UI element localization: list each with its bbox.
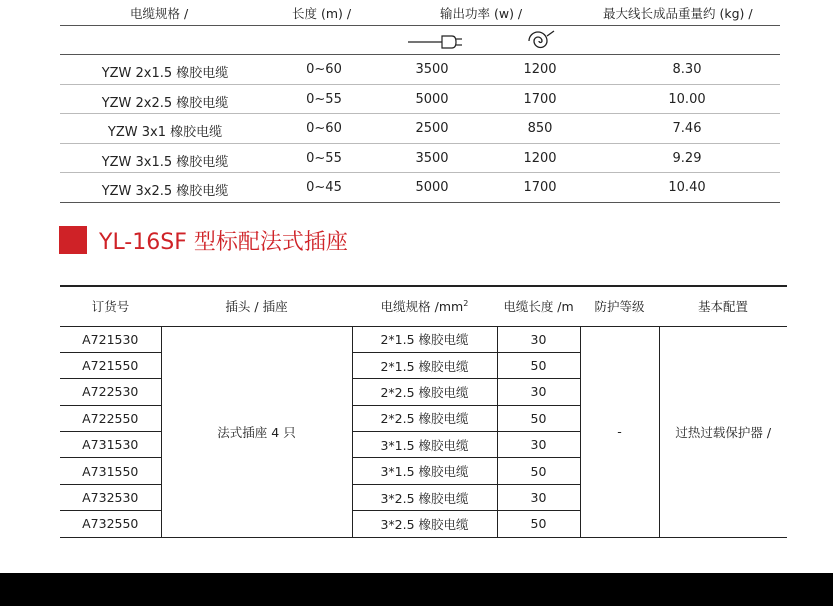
cell-cable-spec: 2*2.5 橡胶电缆 — [352, 379, 497, 405]
footer-bar — [0, 573, 833, 606]
cell-order-no: A731550 — [60, 458, 161, 484]
cell-order-no: A732530 — [60, 484, 161, 510]
table-row — [60, 326, 787, 352]
order-table-header — [60, 286, 787, 326]
header-cable-spec-label: 电缆规格 /mm — [380, 299, 464, 315]
plug-icon — [406, 32, 466, 50]
cell-config: 过热过载保护器 / — [659, 326, 787, 537]
table-row — [60, 144, 780, 174]
cell-weight: 8.30 — [672, 62, 702, 77]
cell-order-no: A722550 — [60, 405, 161, 431]
section-title — [59, 225, 348, 255]
cell-cable-spec: YZW 2x2.5 橡胶电缆 — [101, 95, 229, 111]
header-cable-spec-sup: 2 — [463, 299, 469, 309]
cell-cable-spec: 3*1.5 橡胶电缆 — [352, 458, 497, 484]
table-row — [60, 55, 780, 85]
header-config: 基本配置 — [659, 286, 787, 326]
cell-cable-length: 50 — [497, 458, 580, 484]
cell-cable-spec: 2*1.5 橡胶电缆 — [352, 352, 497, 378]
table-row — [60, 114, 780, 144]
cell-power-coil: 850 — [527, 121, 553, 136]
cell-cable-spec: 2*2.5 橡胶电缆 — [352, 405, 497, 431]
cell-length: 0~60 — [306, 62, 342, 77]
spec-table-icon-row — [60, 26, 780, 55]
cell-cable-spec: YZW 2x1.5 橡胶电缆 — [101, 66, 229, 81]
cell-weight: 10.40 — [668, 180, 706, 195]
cell-power-plug: 3500 — [415, 62, 449, 77]
cell-plug-socket: 法式插座 4 只 — [161, 326, 352, 537]
header-protection: 防护等级 — [580, 286, 659, 326]
header-cable-length: 电缆长度 /m — [497, 286, 580, 326]
table-row — [60, 85, 780, 115]
cell-weight: 9.29 — [672, 150, 702, 166]
header-order-no: 订货号 — [60, 286, 161, 326]
header-cable-spec — [352, 286, 497, 326]
spec-table — [60, 0, 780, 203]
cell-weight: 7.46 — [672, 121, 702, 136]
cell-order-no: A732550 — [60, 511, 161, 537]
cell-length: 0~60 — [306, 121, 342, 136]
cell-cable-length: 50 — [497, 352, 580, 378]
spec-table-header — [60, 0, 780, 26]
cell-power-plug: 2500 — [415, 121, 449, 136]
header-cable-spec: 电缆规格 / — [130, 6, 189, 21]
cell-length: 0~55 — [306, 150, 342, 166]
spec-table-body — [60, 55, 780, 203]
cell-power-coil: 1200 — [523, 150, 557, 166]
header-length: 长度 (m) / — [292, 6, 352, 21]
section-title-text: YL-16SF 型标配法式插座 — [99, 229, 348, 255]
cell-power-coil: 1700 — [523, 180, 557, 195]
title-accent-square — [59, 226, 87, 254]
order-table — [60, 285, 787, 538]
cell-order-no: A721550 — [60, 352, 161, 378]
cell-length: 0~45 — [306, 180, 342, 195]
header-plug-socket: 插头 / 插座 — [161, 286, 352, 326]
cell-cable-length: 30 — [497, 379, 580, 405]
cell-cable-length: 30 — [497, 484, 580, 510]
cell-cable-length: 50 — [497, 405, 580, 431]
cell-order-no: A722530 — [60, 379, 161, 405]
cell-power-coil: 1200 — [523, 62, 557, 77]
header-power: 输出功率 (w) / — [440, 6, 523, 21]
cell-protection: - — [580, 326, 659, 537]
cell-cable-spec: 3*2.5 橡胶电缆 — [352, 511, 497, 537]
cell-order-no: A731530 — [60, 432, 161, 458]
cell-cable-length: 30 — [497, 432, 580, 458]
table-row — [60, 173, 780, 203]
cell-order-no: A721530 — [60, 326, 161, 352]
cell-cable-length: 30 — [497, 326, 580, 352]
cell-length: 0~55 — [306, 91, 342, 107]
cell-power-plug: 5000 — [415, 180, 449, 195]
order-table-body — [60, 326, 787, 537]
cell-cable-length: 50 — [497, 511, 580, 537]
cell-power-coil: 1700 — [523, 91, 557, 107]
cell-cable-spec: YZW 3x2.5 橡胶电缆 — [101, 184, 229, 199]
coil-icon — [526, 29, 556, 53]
cell-cable-spec: YZW 3x1.5 橡胶电缆 — [101, 154, 229, 170]
cell-power-plug: 5000 — [415, 91, 449, 107]
cell-power-plug: 3500 — [415, 150, 449, 166]
cell-weight: 10.00 — [668, 91, 706, 107]
header-weight: 最大线长成品重量约 (kg) / — [603, 6, 753, 21]
cell-cable-spec: YZW 3x1 橡胶电缆 — [107, 125, 223, 140]
cell-cable-spec: 3*2.5 橡胶电缆 — [352, 484, 497, 510]
cell-cable-spec: 2*1.5 橡胶电缆 — [352, 326, 497, 352]
cell-cable-spec: 3*1.5 橡胶电缆 — [352, 432, 497, 458]
